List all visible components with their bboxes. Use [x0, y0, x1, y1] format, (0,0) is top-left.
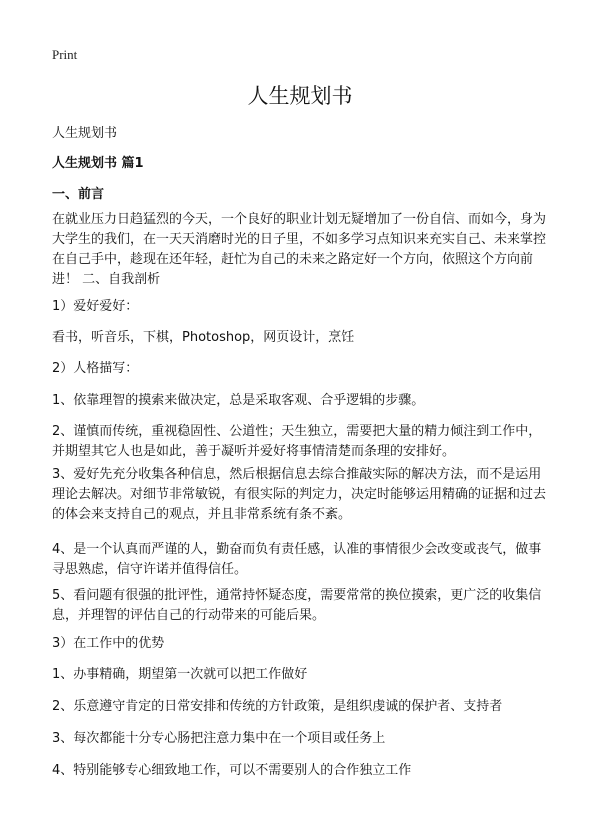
hobbies-text: 看书，听音乐，下棋，Photoshop，网页设计，烹饪 — [52, 330, 355, 345]
advantage-item-2: 2、乐意遵守肯定的日常安排和传统的方针政策，是组织虔诚的保护者、支持者 — [52, 699, 503, 714]
personality-item-5: 5、看问题有很强的批评性，通常持怀疑态度，需要常常的换位摸索，更广泛的收集信息，并理智的评估自己的行动带来的可能后果。 — [52, 588, 542, 623]
subtitle: 人生规划书 — [52, 126, 118, 141]
preface-heading: 一、前言 — [52, 187, 105, 202]
personality-item-4: 4、是一个认真而严谨的人，勤奋而负有责任感，认准的事情很少会改变或丧气，做事寻思熟虑，信守许诺并值得信任。 — [52, 542, 542, 577]
personality-item-2: 2、谨慎而传统，重视稳固性、公道性；天生独立，需要把大量的精力倾注到工作中，并期望其它人也是如此，善于凝听并爱好将事情清楚而条理的安排好。 — [52, 424, 542, 459]
section-heading: 人生规划书 篇1 — [52, 156, 144, 171]
advantages-heading: 3）在工作中的优势 — [52, 636, 165, 651]
intro-paragraph: 在就业压力日趋猛烈的今天，一个良好的职业计划无疑增加了一份自信、而如今，身为大学生的我们，在一天天消磨时光的日子里，不如多学习点知识来充实自己、未来掌控在自己手中，趁现在还年轻，赶忙为自己的未来之路定好一个方向，依照这个方向前进！ 二、自我剖析 — [52, 212, 547, 287]
page-title: 人生规划书 — [247, 84, 353, 108]
hobbies-heading: 1）爱好爱好： — [52, 299, 139, 314]
advantage-item-4: 4、特别能够专心细致地工作，可以不需要别人的合作独立工作 — [52, 763, 412, 778]
personality-heading: 2）人格描写： — [52, 361, 139, 376]
personality-item-1: 1、依靠理智的摸索来做决定，总是采取客观、合乎逻辑的步骤。 — [52, 393, 425, 408]
print-link[interactable]: Print — [52, 47, 78, 62]
advantage-item-1: 1、办事精确，期望第一次就可以把工作做好 — [52, 667, 308, 682]
personality-item-3: 3、爱好先充分收集各种信息，然后根据信息去综合推敲实际的解决方法，而不是运用理论去解决。对细节非常敏锐，有很实际的判定力，决定时能够运用精确的证据和过去的体会来支持自己的观点，并且非常系统有条不紊。 — [52, 467, 547, 522]
advantage-item-3: 3、每次都能十分专心肠把注意力集中在一个项目或任务上 — [52, 731, 386, 746]
